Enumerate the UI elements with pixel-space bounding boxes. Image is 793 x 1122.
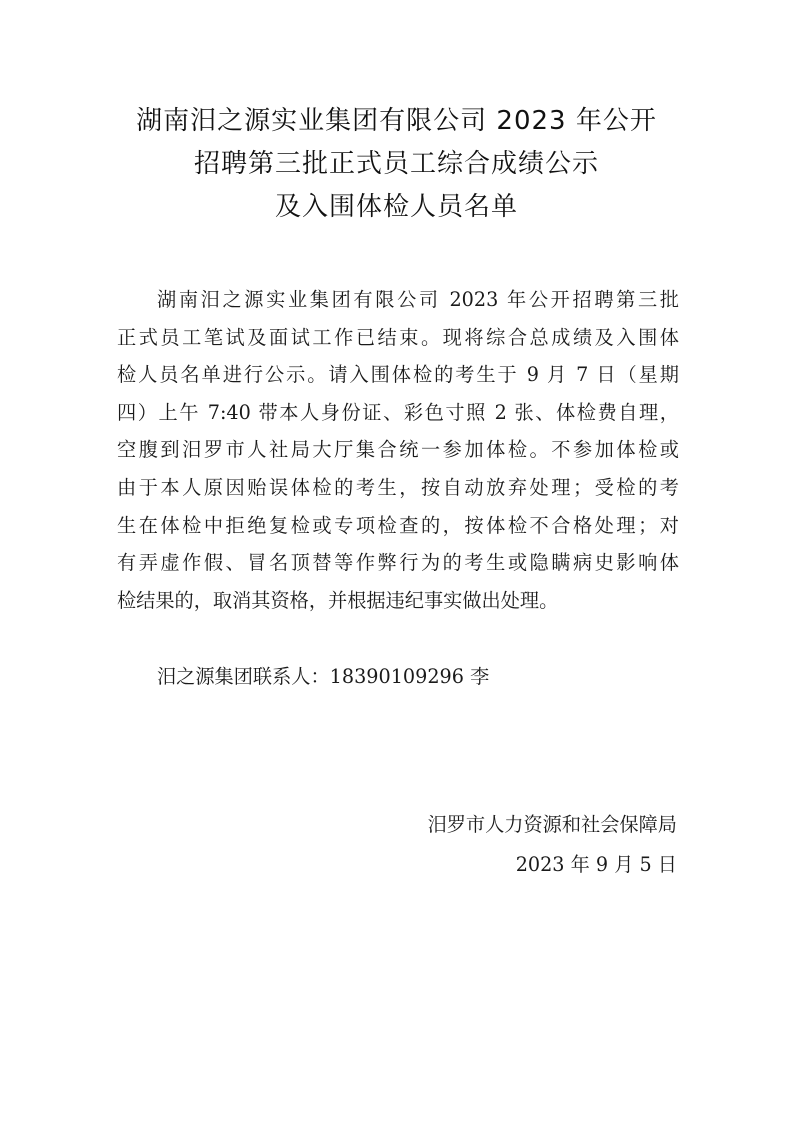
body-line: 正式员工笔试及面试工作已结束。现将综合总成绩及入围体	[117, 325, 679, 349]
contact-info: 汨之源集团联系人：18390109296 李	[157, 665, 490, 688]
body-line: 检结果的，取消其资格，并根据违纪事实做出处理。	[117, 588, 559, 612]
title-line-1: 湖南汨之源实业集团有限公司 2023 年公开	[136, 106, 657, 136]
signature-date: 2023 年 9 月 5 日	[515, 852, 677, 876]
body-paragraph	[117, 281, 679, 619]
title-line-3: 及入围体检人员名单	[274, 192, 518, 222]
body-line: 空腹到汨罗市人社局大厅集合统一参加体检。不参加体检或	[117, 438, 679, 462]
document-title	[60, 100, 733, 229]
body-line: 由于本人原因贻误体检的考生，按自动放弃处理；受检的考	[117, 475, 679, 499]
body-line: 有弄虚作假、冒名顶替等作弊行为的考生或隐瞒病史影响体	[117, 551, 679, 575]
signature-org: 汨罗市人力资源和社会保障局	[427, 813, 677, 836]
body-line: 生在体检中拒绝复检或专项检查的，按体检不合格处理；对	[117, 513, 679, 537]
body-line: 湖南汨之源实业集团有限公司 2023 年公开招聘第三批	[157, 288, 679, 311]
signature-block	[428, 806, 677, 883]
title-line-2: 招聘第三批正式员工综合成绩公示	[193, 149, 599, 179]
body-line: 检人员名单进行公示。请入围体检的考生于 9 月 7 日（星期	[117, 363, 679, 387]
body-line: 四）上午 7:40 带本人身份证、彩色寸照 2 张、体检费自理，	[117, 400, 679, 424]
